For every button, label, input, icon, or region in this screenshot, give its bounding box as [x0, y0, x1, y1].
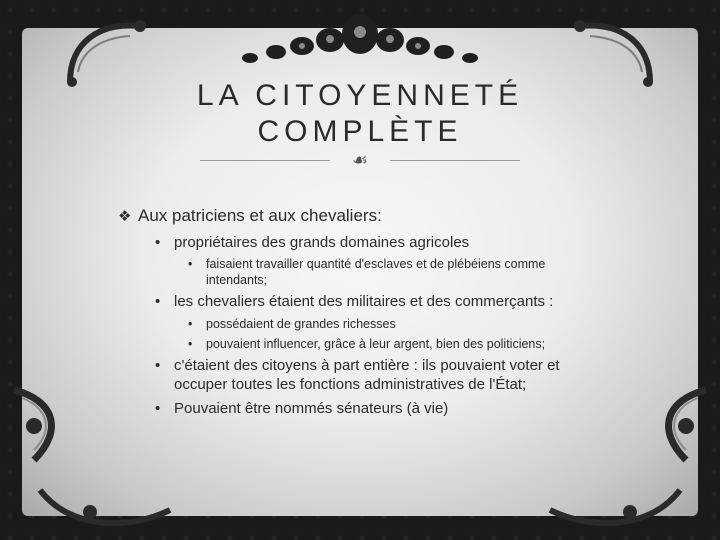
bullet: • [155, 234, 161, 251]
list-item-text: occuper toutes les fonctions administratives de l'État; [174, 376, 527, 393]
bullet: • [155, 293, 161, 310]
bullet: • [155, 357, 161, 374]
list-item-text: possédaient de grandes richesses [206, 317, 396, 331]
fleuron-icon: ☙ [351, 150, 369, 171]
list-item-text: les chevaliers étaient des militaires et des commerçants : [174, 293, 554, 310]
list-item-text: c'étaient des citoyens à part entière : ils pouvaient voter et [174, 357, 560, 374]
bullet: • [188, 257, 193, 271]
list-item-text: faisaient travailler quantité d'esclaves et de plébéiens comme [206, 257, 546, 271]
bullet: • [188, 317, 193, 331]
title-line-1: LA CITOYENNETÉ [196, 79, 524, 112]
bullet: • [188, 337, 193, 351]
bullet: • [155, 400, 161, 417]
heading-text: Aux patriciens et aux chevaliers: [138, 206, 382, 225]
diamond-bullet-icon: ❖ [118, 207, 132, 225]
title-line-2: COMPLÈTE [257, 115, 463, 148]
list-item-text: intendants; [206, 273, 268, 287]
list-item-text: pouvaient influencer, grâce à leur argent, bien des politiciens; [206, 337, 546, 351]
list-item-text: Pouvaient être nommés sénateurs (à vie) [174, 400, 449, 417]
list-item-text: propriétaires des grands domaines agricoles [174, 234, 470, 251]
